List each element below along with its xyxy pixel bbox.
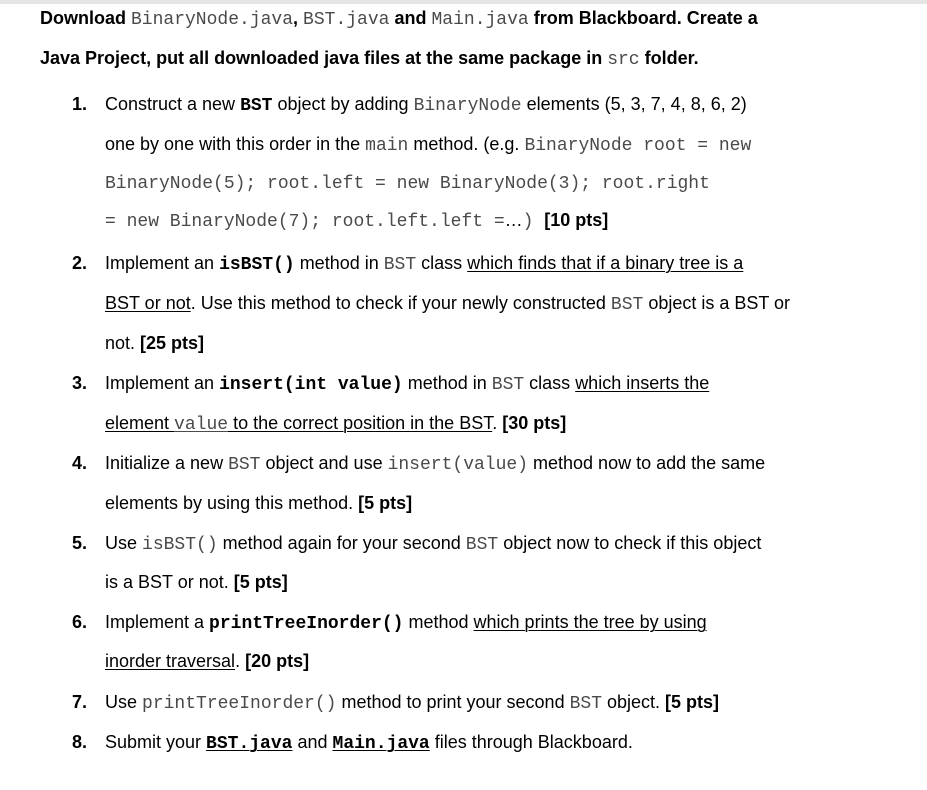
item-3-line-1: Implement an insert(int value) method in BST class which inserts the xyxy=(105,373,710,395)
item-1-line-4: = new BinaryNode(7); root.left.left =…) [10 pts] xyxy=(105,210,609,232)
intro-line-1: Download BinaryNode.java, BST.java and Main.java from Blackboard. Create a xyxy=(40,8,758,30)
top-border xyxy=(0,0,927,4)
item-2-line-2: BST or not. Use this method to check if your newly constructed BST object is a BST or xyxy=(105,293,791,315)
item-6-number: 6. xyxy=(72,612,88,632)
item-7-number: 7. xyxy=(72,692,88,712)
item-1-number: 1. xyxy=(72,94,88,114)
item-4-line-2: elements by using this method. [5 pts] xyxy=(105,493,413,513)
item-7-line-1: Use printTreeInorder() method to print your second BST object. [5 pts] xyxy=(105,692,720,714)
item-5-line-2: is a BST or not. [5 pts] xyxy=(105,572,288,592)
item-1-line-2: one by one with this order in the main method. (e.g. BinaryNode root = new xyxy=(105,134,752,156)
item-6-line-1: Implement a printTreeInorder() method which prints the tree by using xyxy=(105,612,707,634)
intro-line-2: Java Project, put all downloaded java files at the same package in src folder. xyxy=(40,48,699,70)
item-1-line-1: Construct a new BST object by adding BinaryNode elements (5, 3, 7, 4, 8, 6, 2) xyxy=(105,94,747,116)
item-8-line-1: Submit your BST.java and Main.java files through Blackboard. xyxy=(105,732,633,754)
item-3-line-2: element value to the correct position in the BST. [30 pts] xyxy=(105,413,567,435)
item-5-line-1: Use isBST() method again for your second BST object now to check if this object xyxy=(105,533,762,555)
item-4-line-1: Initialize a new BST object and use insert(value) method now to add the same xyxy=(105,453,766,475)
item-4-number: 4. xyxy=(72,453,88,473)
item-2-line-3: not. [25 pts] xyxy=(105,333,205,353)
item-1-line-3: BinaryNode(5); root.left = new BinaryNode(3); root.right xyxy=(105,174,710,194)
item-2-line-1: Implement an isBST() method in BST class which finds that if a binary tree is a xyxy=(105,253,744,275)
item-8-number: 8. xyxy=(72,732,88,752)
item-3-number: 3. xyxy=(72,373,88,393)
item-6-line-2: inorder traversal. [20 pts] xyxy=(105,651,310,671)
item-2-number: 2. xyxy=(72,253,88,273)
item-5-number: 5. xyxy=(72,533,88,553)
